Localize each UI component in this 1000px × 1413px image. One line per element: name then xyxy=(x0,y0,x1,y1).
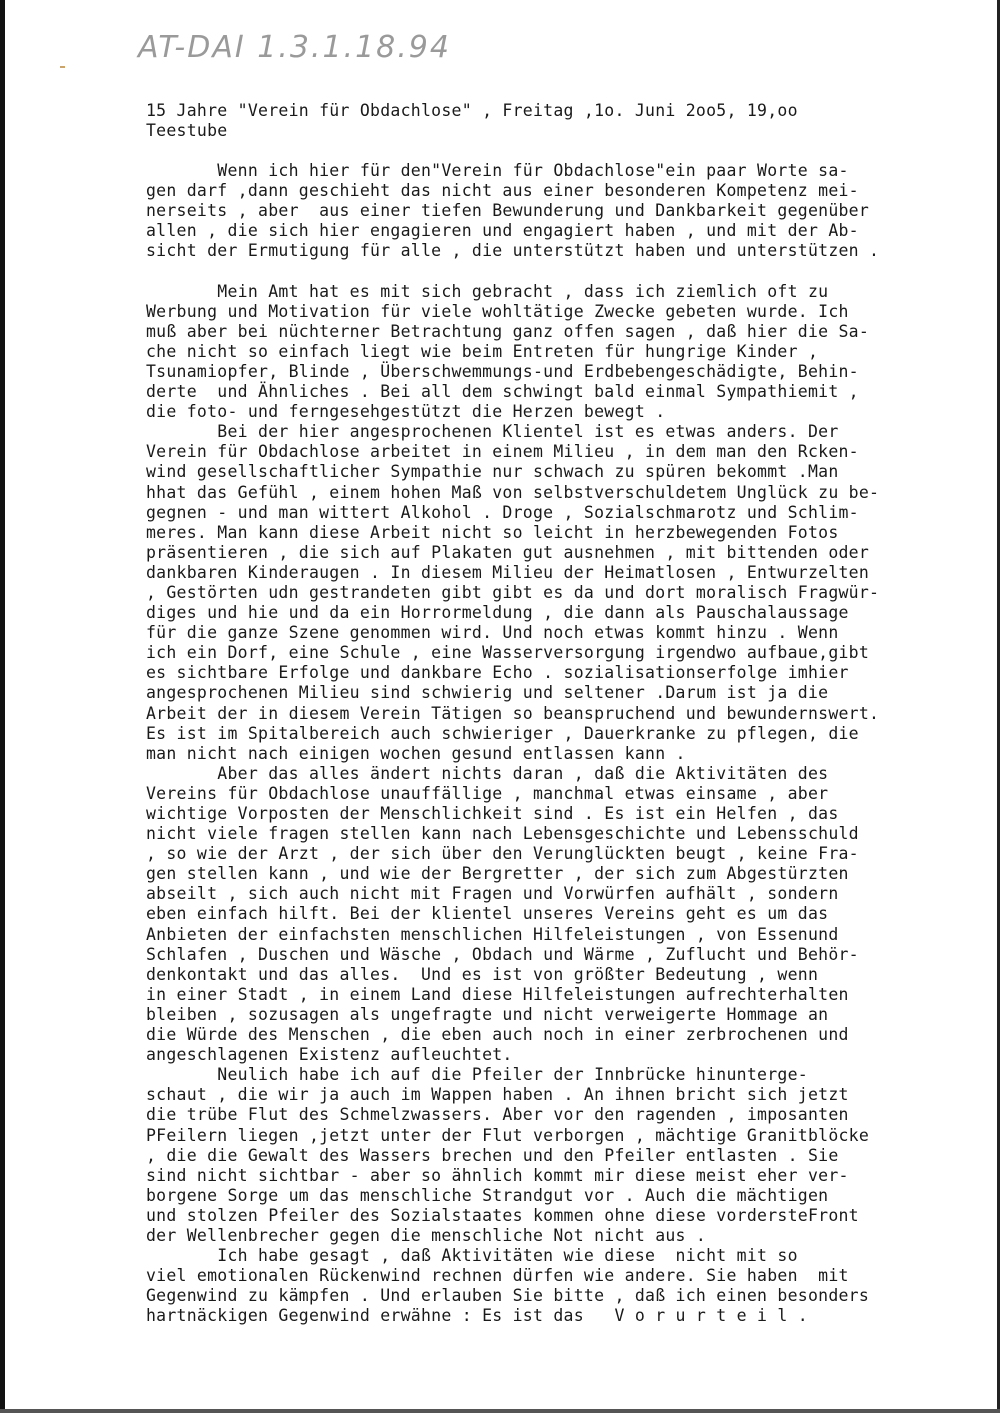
text-line: dankbaren Kinderaugen . In diesem Milieu der Heimatlosen , Entwurzelten xyxy=(146,562,870,582)
text-line: ich ein Dorf, eine Schule , eine Wasserversorgung irgendwo aufbaue,gibt xyxy=(146,643,870,663)
text-line: Werbung und Motivation für viele wohltätige Zwecke gebeten wurde. Ich xyxy=(146,301,849,321)
text-line: präsentieren , die sich auf Plakaten gut ausnehmen , mit bittenden oder xyxy=(146,542,870,562)
text-line: die Würde des Menschen , die eben auch noch in einer zerbrochenen und xyxy=(146,1025,849,1045)
text-line: Mein Amt hat es mit sich gebracht , dass ich ziemlich oft zu xyxy=(146,281,829,301)
text-line: bleiben , sozusagen als ungefragte und nicht verweigerte Hommage an xyxy=(146,1004,829,1024)
margin-mark xyxy=(60,66,65,68)
text-line: Gegenwind zu kämpfen . Und erlauben Sie bitte , daß ich einen besonders xyxy=(146,1286,870,1306)
paragraph xyxy=(146,282,879,1327)
text-line: Bei der hier angesprochenen Klientel ist es etwas anders. Der xyxy=(146,422,839,442)
text-line: allen , die sich hier engagieren und engagiert haben , und mit der Ab- xyxy=(146,221,859,241)
text-line: muß aber bei nüchterner Betrachtung ganz offen sagen , daß hier die Sa- xyxy=(146,321,870,341)
paragraph-gap xyxy=(146,261,879,281)
text-line: der Wellenbrecher gegen die menschliche Not nicht aus . xyxy=(146,1225,707,1245)
text-line: Schlafen , Duschen und Wäsche , Obdach und Wärme , Zuflucht und Behör- xyxy=(146,944,859,964)
text-line: derte und Ähnliches . Bei all dem schwingt bald einmal Sympathiemit , xyxy=(146,382,859,402)
text-line: gen darf ,dann geschieht das nicht aus einer besonderen Kompetenz mei- xyxy=(146,181,859,201)
text-line: Anbieten der einfachsten menschlichen Hilfeleistungen , von Essenund xyxy=(146,924,839,944)
text-line: , Gestörten udn gestrandeten gibt gibt es da und dort moralisch Fragwür- xyxy=(146,582,880,602)
text-line: nicht viele fragen stellen kann nach Lebensgeschichte und Lebensschuld xyxy=(146,824,859,844)
text-line: sicht der Ermutigung für alle , die unterstützt haben und unterstützen . xyxy=(146,241,880,261)
text-line: gen stellen kann , und wie der Bergretter , der sich zum Abgestürzten xyxy=(146,864,849,884)
text-line: angesprochenen Milieu sind schwierig und seltener .Darum ist ja die xyxy=(146,683,829,703)
text-line: Aber das alles ändert nichts daran , daß die Aktivitäten des xyxy=(146,763,829,783)
text-line: denkontakt und das alles. Und es ist von größter Bedeutung , wenn xyxy=(146,964,819,984)
text-line: und stolzen Pfeiler des Sozialstaates kommen ohne diese vordersteFront xyxy=(146,1205,859,1225)
title-line: Teestube xyxy=(146,121,228,141)
text-line: sind nicht sichtbar - aber so ähnlich kommt mir diese meist eher ver- xyxy=(146,1165,849,1185)
text-line: Neulich habe ich auf die Pfeiler der Innbrücke hinunterge- xyxy=(146,1065,808,1085)
text-line: Verein für Obdachlose arbeitet in einem Milieu , in dem man den Rcken- xyxy=(146,442,859,462)
text-line: abseilt , sich auch nicht mit Fragen und Vorwürfen aufhält , sondern xyxy=(146,884,839,904)
text-line: che nicht so einfach liegt wie beim Entreten für hungrige Kinder , xyxy=(146,341,819,361)
text-line: eben einfach hilft. Bei der klientel unseres Vereins geht es um das xyxy=(146,904,829,924)
title-line: 15 Jahre "Verein für Obdachlose" , Freitag ,1o. Juni 2oo5, 19,oo xyxy=(146,101,798,120)
text-line: Tsunamiopfer, Blinde , Überschwemmungs-und Erdbebengeschädigte, Behin- xyxy=(146,361,859,381)
text-line: diges und hie und da ein Horrormeldung , die dann als Pauschalaussage xyxy=(146,603,849,623)
text-line: hartnäckigen Gegenwind erwähne : Es ist das V o r u r t e i l . xyxy=(146,1306,808,1326)
archive-reference: AT-DAI 1.3.1.18.94 xyxy=(138,30,451,65)
document-title xyxy=(146,101,798,141)
text-line: PFeilern liegen ,jetzt unter der Flut verborgen , mächtige Granitblöcke xyxy=(146,1125,870,1145)
text-line: für die ganze Szene genommen wird. Und noch etwas kommt hinzu . Wenn xyxy=(146,623,839,643)
text-line: nerseits , aber aus einer tiefen Bewunderung und Dankbarkeit gegenüber xyxy=(146,201,870,221)
text-line: wind gesellschaftlicher Sympathie nur schwach zu spüren bekommt .Man xyxy=(146,462,839,482)
text-line: man nicht nach einigen wochen gesund entlassen kann . xyxy=(146,743,686,763)
paragraph xyxy=(146,161,879,261)
scan-edge-bottom xyxy=(0,1409,1000,1413)
text-line: wichtige Vorposten der Menschlichkeit sind . Es ist ein Helfen , das xyxy=(146,804,839,823)
text-line: Wenn ich hier für den"Verein für Obdachlose"ein paar Worte sa- xyxy=(146,161,849,180)
text-line: die foto- und ferngesehgestützt die Herzen bewegt . xyxy=(146,402,666,422)
document-body xyxy=(146,161,879,1326)
text-line: , die die Gewalt des Wassers brechen und den Pfeiler entlasten . Sie xyxy=(146,1145,839,1165)
text-line: Vereins für Obdachlose unauffällige , manchmal etwas einsame , aber xyxy=(146,783,829,803)
text-line: meres. Man kann diese Arbeit nicht so leicht in herzbewegenden Fotos xyxy=(146,522,839,542)
text-line: , so wie der Arzt , der sich über den Verunglückten beugt , keine Fra- xyxy=(146,844,859,864)
text-line: es sichtbare Erfolge und dankbare Echo . sozialisationserfolge imhier xyxy=(146,663,849,683)
text-line: borgene Sorge um das menschliche Strandgut vor . Auch die mächtigen xyxy=(146,1185,829,1205)
text-line: gegnen - und man wittert Alkohol . Droge , Sozialschmarotz und Schlim- xyxy=(146,502,859,522)
text-line: schaut , die wir ja auch im Wappen haben . An ihnen bricht sich jetzt xyxy=(146,1085,849,1105)
text-line: Es ist im Spitalbereich auch schwieriger , Dauerkranke zu pflegen, die xyxy=(146,723,859,743)
scan-edge-left xyxy=(0,0,5,1413)
text-line: in einer Stadt , in einem Land diese Hilfeleistungen aufrechterhalten xyxy=(146,984,849,1004)
text-line: hhat das Gefühl , einem hohen Maß von selbstverschuldetem Unglück zu be- xyxy=(146,482,880,502)
text-line: die trübe Flut des Schmelzwassers. Aber vor den ragenden , imposanten xyxy=(146,1105,849,1125)
text-line: viel emotionalen Rückenwind rechnen dürfen wie andere. Sie haben mit xyxy=(146,1266,849,1286)
text-line: Ich habe gesagt , daß Aktivitäten wie diese nicht mit so xyxy=(146,1246,798,1266)
text-line: angeschlagenen Existenz aufleuchtet. xyxy=(146,1045,513,1065)
text-line: Arbeit der in diesem Verein Tätigen so beanspruchend und bewundernswert. xyxy=(146,703,880,723)
